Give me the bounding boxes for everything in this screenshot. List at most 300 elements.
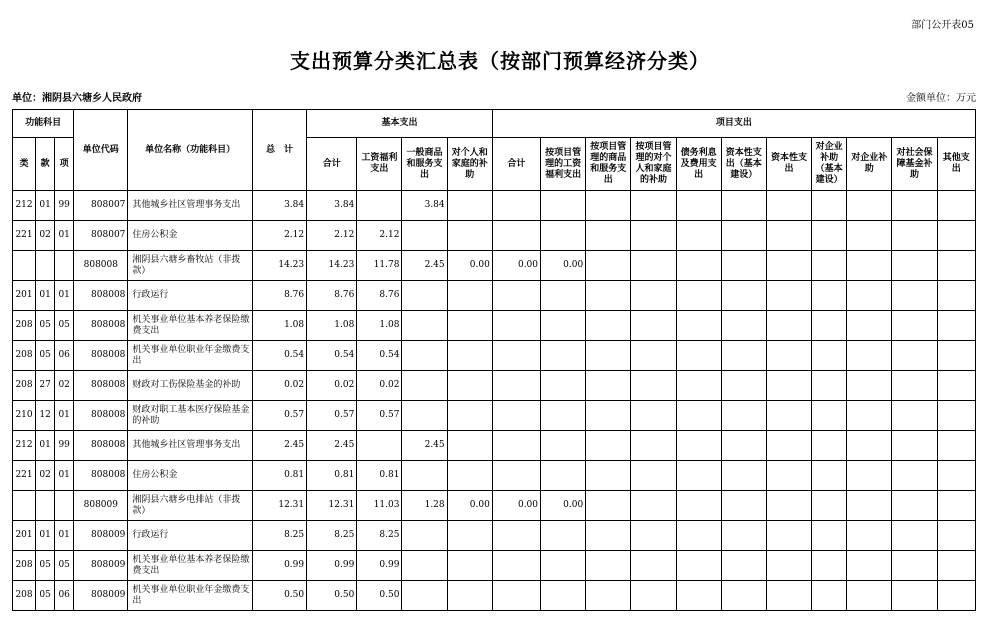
amount-cell: 0.00 [541,491,586,521]
amount-cell [586,431,631,461]
unit-name-cell: 机关事业单位职业年金缴费支出 [128,341,253,371]
amount-cell [402,461,447,491]
amount-cell [447,431,492,461]
amount-cell [541,191,586,221]
amount-cell: 8.25 [357,521,402,551]
amount-cell [447,521,492,551]
amount-cell [631,341,676,371]
xiang-cell: 99 [55,191,74,221]
amount-cell [812,491,847,521]
amount-cell [447,581,492,611]
amount-cell [721,371,766,401]
amount-cell [812,341,847,371]
amount-cell [847,281,892,311]
xiang-cell: 01 [55,521,74,551]
amount-cell [402,521,447,551]
amount-cell [357,191,402,221]
unit-code-cell: 808009 [74,581,128,611]
unit-name-cell: 其他城乡社区管理事务支出 [128,191,253,221]
unit-code-cell: 808008 [74,251,128,281]
unit-name-cell: 机关事业单位基本养老保险缴费支出 [128,311,253,341]
amount-cell [586,521,631,551]
table-row [13,581,976,611]
amount-cell [766,431,811,461]
lei-cell [13,491,36,521]
amount-cell [766,221,811,251]
unit-code-cell: 808008 [74,281,128,311]
amount-cell: 12.31 [252,491,306,521]
amount-cell [937,461,975,491]
basic-col-header: 对个人和家庭的补助 [447,138,492,191]
amount-cell [812,401,847,431]
amount-cell [721,281,766,311]
amount-cell [847,461,892,491]
amount-cell [402,341,447,371]
amount-cell [937,251,975,281]
amount-cell [676,341,721,371]
amount-cell [541,341,586,371]
table-row [13,191,976,221]
amount-cell [586,341,631,371]
unit-name-cell: 住房公积金 [128,221,253,251]
amount-cell: 11.78 [357,251,402,281]
amount-cell [541,401,586,431]
amount-cell [586,371,631,401]
xiang-cell: 02 [55,371,74,401]
xiang-cell: 01 [55,401,74,431]
table-row [13,341,976,371]
amount-cell: 0.57 [307,401,357,431]
amount-cell [892,311,937,341]
document-number: 部门公开表05 [911,20,974,31]
basic-col-header: 一般商品和服务支出 [402,138,447,191]
amount-cell [541,461,586,491]
amount-cell [766,371,811,401]
amount-cell [586,581,631,611]
kuan-cell: 01 [36,191,55,221]
amount-cell: 0.02 [357,371,402,401]
amount-cell [721,431,766,461]
amount-cell [937,551,975,581]
xiang-header: 项 [55,138,74,191]
unit-code-cell: 808007 [74,221,128,251]
unit-name-cell: 其他城乡社区管理事务支出 [128,431,253,461]
unit-code-cell: 808009 [74,521,128,551]
amount-cell [721,191,766,221]
amount-cell: 8.76 [357,281,402,311]
amount-cell [847,191,892,221]
amount-cell [937,191,975,221]
amount-cell [847,221,892,251]
amount-cell [586,401,631,431]
xiang-cell: 01 [55,221,74,251]
amount-cell [492,521,540,551]
amount-cell [492,221,540,251]
amount-cell [812,551,847,581]
amount-cell [631,191,676,221]
amount-cell [847,251,892,281]
amount-cell [892,581,937,611]
amount-cell: 2.45 [402,431,447,461]
amount-cell: 0.00 [492,251,540,281]
project-col-header: 其他支出 [937,138,975,191]
project-col-header: 对社会保障基金补助 [892,138,937,191]
amount-cell [812,521,847,551]
amount-cell [586,461,631,491]
amount-cell [892,551,937,581]
amount-cell: 0.81 [307,461,357,491]
lei-cell: 221 [13,221,36,251]
amount-cell: 3.84 [307,191,357,221]
lei-cell: 201 [13,281,36,311]
amount-cell [541,371,586,401]
amount-cell [721,401,766,431]
amount-cell [847,311,892,341]
project-col-header: 对企业补助（基本建设） [812,138,847,191]
amount-cell [676,431,721,461]
kuan-header: 款 [36,138,55,191]
table-row [13,491,976,521]
amount-cell: 0.50 [252,581,306,611]
amount-cell: 3.84 [252,191,306,221]
unit-code-cell: 808008 [74,431,128,461]
amount-cell [402,551,447,581]
project-col-header: 债务利息及费用支出 [676,138,721,191]
amount-cell [631,221,676,251]
table-row [13,371,976,401]
amount-cell [541,281,586,311]
xiang-cell: 01 [55,281,74,311]
kuan-cell: 01 [36,281,55,311]
amount-cell [937,581,975,611]
amount-cell [721,461,766,491]
kuan-cell: 05 [36,551,55,581]
amount-cell [812,431,847,461]
amount-cell: 8.25 [252,521,306,551]
amount-cell [631,371,676,401]
amount-cell [892,521,937,551]
lei-cell: 208 [13,551,36,581]
amount-cell [812,281,847,311]
amount-cell [766,191,811,221]
amount-cell [892,371,937,401]
amount-cell [766,401,811,431]
kuan-cell: 05 [36,581,55,611]
amount-cell [631,581,676,611]
amount-cell [492,311,540,341]
kuan-cell: 27 [36,371,55,401]
amount-cell [721,551,766,581]
amount-cell [892,461,937,491]
amount-cell [402,371,447,401]
lei-cell: 208 [13,371,36,401]
amount-cell [937,521,975,551]
project-col-header: 资本性支出（基本建设） [721,138,766,191]
amount-cell: 0.54 [357,341,402,371]
amount-cell [892,431,937,461]
amount-cell: 2.12 [252,221,306,251]
amount-cell: 0.81 [357,461,402,491]
unit-name-cell: 机关事业单位职业年金缴费支出 [128,581,253,611]
amount-cell [721,341,766,371]
amount-cell [847,401,892,431]
project-col-header: 按项目管理的对个人和家庭的补助 [631,138,676,191]
unit-name-cell: 行政运行 [128,281,253,311]
lei-cell [13,251,36,281]
amount-cell: 0.50 [307,581,357,611]
amount-cell [492,551,540,581]
amount-cell [402,401,447,431]
amount-cell [586,311,631,341]
amount-cell [937,311,975,341]
amount-cell [721,491,766,521]
amount-cell [812,191,847,221]
amount-cell [937,491,975,521]
amount-cell: 0.57 [357,401,402,431]
amount-cell [586,281,631,311]
kuan-cell: 01 [36,431,55,461]
basic-col-header: 合计 [307,138,357,191]
amount-cell [812,371,847,401]
lei-cell: 208 [13,581,36,611]
xiang-cell: 05 [55,551,74,581]
amount-cell [892,491,937,521]
lei-cell: 210 [13,401,36,431]
amount-cell: 8.25 [307,521,357,551]
amount-cell [447,551,492,581]
amount-cell [721,251,766,281]
amount-cell [892,221,937,251]
project-col-header: 按项目管理的工资福利支出 [541,138,586,191]
amount-cell [631,251,676,281]
project-col-header: 合计 [492,138,540,191]
amount-cell [492,341,540,371]
amount-cell [937,281,975,311]
amount-cell: 0.57 [252,401,306,431]
xiang-cell: 06 [55,581,74,611]
unit-name-cell: 湘阴县六塘乡畜牧站（非拨款） [128,251,253,281]
amount-cell [631,521,676,551]
table-row [13,551,976,581]
amount-cell [676,371,721,401]
basic-col-header: 工资福利支出 [357,138,402,191]
amount-cell [766,521,811,551]
amount-cell [721,581,766,611]
amount-cell: 0.00 [492,491,540,521]
unit-name-cell: 住房公积金 [128,461,253,491]
unit-name-cell: 湘阴县六塘乡电排站（非拨款） [128,491,253,521]
project-col-header: 资本性支出 [766,138,811,191]
amount-cell [812,311,847,341]
amount-cell [721,311,766,341]
amount-cell [847,341,892,371]
table-row [13,431,976,461]
amount-cell [766,551,811,581]
lei-cell: 212 [13,191,36,221]
amount-cell: 3.84 [402,191,447,221]
lei-header: 类 [13,138,36,191]
amount-cell [357,431,402,461]
amount-cell: 0.00 [447,251,492,281]
total-header: 总 计 [252,110,306,191]
table-row [13,461,976,491]
amount-cell [676,401,721,431]
amount-cell [937,371,975,401]
kuan-cell: 05 [36,311,55,341]
amount-cell [541,551,586,581]
amount-cell: 1.08 [357,311,402,341]
basic-expense-header: 基本支出 [307,110,493,138]
amount-cell: 0.02 [307,371,357,401]
amount-cell [676,491,721,521]
amount-cell: 0.54 [307,341,357,371]
amount-cell [766,461,811,491]
table-row [13,251,976,281]
kuan-cell: 12 [36,401,55,431]
xiang-cell: 01 [55,461,74,491]
amount-cell [402,311,447,341]
amount-cell: 1.08 [252,311,306,341]
amount-cell [937,221,975,251]
amount-cell [586,551,631,581]
amount-cell [586,251,631,281]
amount-cell [492,431,540,461]
unit-code-cell: 808008 [74,401,128,431]
amount-cell [492,461,540,491]
amount-cell [937,401,975,431]
unit-code-cell: 808008 [74,371,128,401]
lei-cell: 208 [13,311,36,341]
amount-cell [631,461,676,491]
lei-cell: 208 [13,341,36,371]
amount-cell [676,521,721,551]
amount-cell [892,341,937,371]
unit-code-cell: 808009 [74,551,128,581]
kuan-cell [36,491,55,521]
amount-cell: 0.99 [357,551,402,581]
project-expense-header: 项目支出 [492,110,975,138]
amount-cell [492,281,540,311]
amount-cell: 14.23 [307,251,357,281]
amount-cell [937,341,975,371]
amount-cell [541,581,586,611]
amount-cell [447,371,492,401]
lei-cell: 221 [13,461,36,491]
amount-cell [541,521,586,551]
amount-cell [812,221,847,251]
amount-cell [631,281,676,311]
amount-cell: 0.00 [447,491,492,521]
table-row [13,221,976,251]
amount-cell [812,251,847,281]
amount-cell [676,221,721,251]
amount-cell [766,311,811,341]
amount-cell [892,401,937,431]
amount-cell [586,191,631,221]
amount-cell [492,191,540,221]
amount-cell [447,341,492,371]
xiang-cell: 99 [55,431,74,461]
amount-cell [402,281,447,311]
amount-cell [892,251,937,281]
kuan-cell: 02 [36,221,55,251]
amount-cell: 2.12 [357,221,402,251]
lei-cell: 201 [13,521,36,551]
amount-cell [447,221,492,251]
amount-cell: 0.81 [252,461,306,491]
unit-name-cell: 财政对工伤保险基金的补助 [128,371,253,401]
kuan-cell: 01 [36,521,55,551]
kuan-cell: 02 [36,461,55,491]
amount-cell [892,191,937,221]
amount-cell: 8.76 [252,281,306,311]
table-row [13,281,976,311]
amount-cell [402,581,447,611]
unit-code-cell: 808007 [74,191,128,221]
amount-cell: 2.12 [307,221,357,251]
amount-cell [631,401,676,431]
amount-cell [586,221,631,251]
xiang-cell [55,251,74,281]
amount-cell: 2.45 [402,251,447,281]
kuan-cell: 05 [36,341,55,371]
amount-cell [447,461,492,491]
amount-cell [447,401,492,431]
amount-cell: 2.45 [252,431,306,461]
amount-cell [676,581,721,611]
amount-cell [676,281,721,311]
amount-cell [586,491,631,521]
project-col-header: 对企业补助 [847,138,892,191]
unit-code-header: 单位代码 [74,110,128,191]
amount-cell [631,491,676,521]
amount-cell: 0.99 [307,551,357,581]
unit-label: 单位：湘阴县六塘乡人民政府 [12,93,142,104]
xiang-cell: 05 [55,311,74,341]
amount-cell [766,281,811,311]
amount-cell: 0.54 [252,341,306,371]
amount-cell [492,401,540,431]
amount-cell [447,281,492,311]
func-subject-header: 功能科目 [13,110,74,138]
amount-cell: 0.99 [252,551,306,581]
amount-cell [676,251,721,281]
amount-cell [721,521,766,551]
amount-cell [541,431,586,461]
amount-cell [721,221,766,251]
amount-cell [812,461,847,491]
amount-cell [766,341,811,371]
amount-cell [492,581,540,611]
unit-code-cell: 808009 [74,491,128,521]
unit-code-cell: 808008 [74,461,128,491]
budget-table [12,109,976,611]
amount-unit-label: 金额单位：万元 [906,93,976,104]
amount-cell [541,311,586,341]
kuan-cell [36,251,55,281]
amount-cell: 2.45 [307,431,357,461]
unit-name-header: 单位名称（功能科目） [128,110,253,191]
amount-cell: 0.02 [252,371,306,401]
amount-cell [766,491,811,521]
amount-cell [847,431,892,461]
amount-cell [541,221,586,251]
amount-cell: 8.76 [307,281,357,311]
lei-cell: 212 [13,431,36,461]
amount-cell [847,581,892,611]
amount-cell: 11.03 [357,491,402,521]
amount-cell [402,221,447,251]
